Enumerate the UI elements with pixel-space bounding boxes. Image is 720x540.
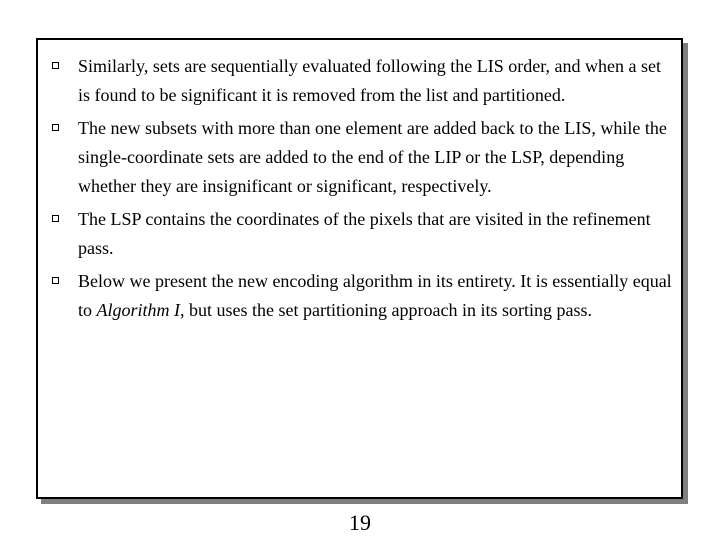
bullet-item [52, 205, 672, 263]
bullet-list [52, 52, 672, 329]
square-bullet-icon [52, 215, 59, 222]
bullet-text [78, 271, 672, 320]
page-number: 19 [349, 510, 371, 535]
bullet-item [52, 267, 672, 325]
bullet-text: The new subsets with more than one element are added back to the LIS, while the single-coordinate sets are added to the end of the LIP or the LSP, depending whether they are insignificant or significant, respectively. [78, 118, 667, 196]
square-bullet-icon [52, 62, 59, 69]
bullet-item [52, 52, 672, 110]
square-bullet-icon [52, 124, 59, 131]
bullet-item [52, 114, 672, 201]
bullet-text-segment: , but uses the set partitioning approach in its sorting pass. [180, 300, 592, 320]
square-bullet-icon [52, 277, 59, 284]
bullet-text-segment: Below we present the new encoding algorithm in its entirety. It is essentially equal to [78, 271, 672, 320]
bullet-text: The LSP contains the coordinates of the pixels that are visited in the refinement pass. [78, 209, 651, 258]
algorithm-reference: Algorithm I [96, 300, 181, 320]
slide-frame [36, 38, 683, 499]
bullet-text: Similarly, sets are sequentially evaluated following the LIS order, and when a set is found to be significant it is removed from the list and partitioned. [78, 56, 661, 105]
